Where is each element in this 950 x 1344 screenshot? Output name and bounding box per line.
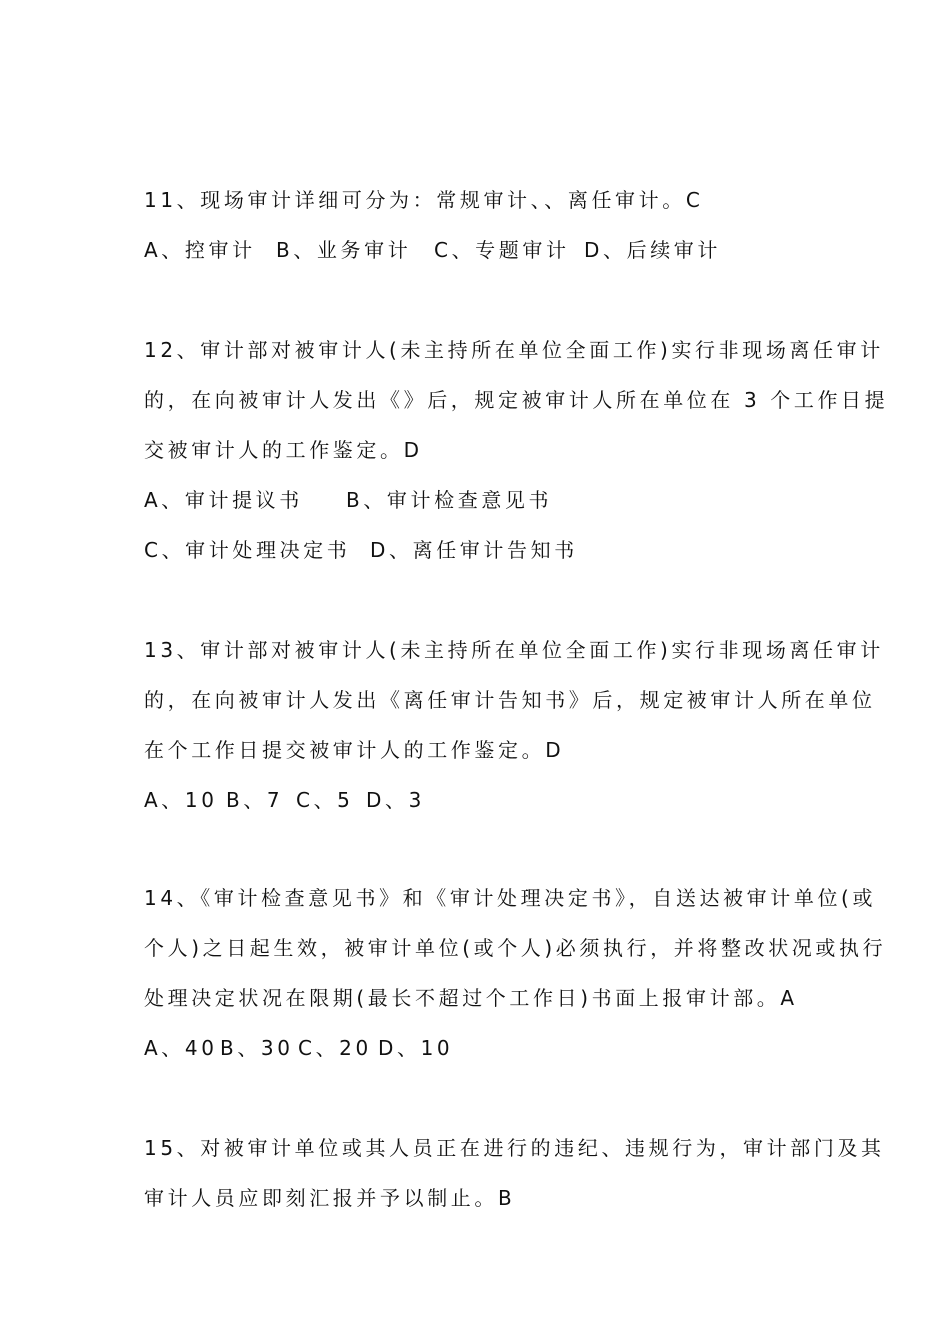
option-b: B、7 bbox=[226, 788, 284, 812]
question-15-line-1: 15、对被审计单位或其人员正在进行的违纪、违规行为，审计部门及其 bbox=[144, 1136, 885, 1160]
question-14-line-3: 处理决定状况在限期(最长不超过个工作日)书面上报审计部。A bbox=[144, 986, 798, 1010]
option-d: D、后续审计 bbox=[584, 238, 722, 262]
option-c: C、5 bbox=[296, 788, 354, 812]
question-12-line-2: 的，在向被审计人发出《》后，规定被审计人所在单位在 3 个工作日提 bbox=[144, 388, 889, 412]
option-d: D、10 bbox=[378, 1036, 454, 1060]
question-12-line-3: 交被审计人的工作鉴定。D bbox=[144, 438, 423, 462]
option-c: C、20 bbox=[298, 1036, 372, 1060]
question-12-line-1: 12、审计部对被审计人(未主持所在单位全面工作)实行非现场离任审计 bbox=[144, 338, 884, 362]
question-15-line-2: 审计人员应即刻汇报并予以制止。B bbox=[144, 1186, 516, 1210]
option-c: C、专题审计 bbox=[434, 238, 570, 262]
question-14-line-2: 个人)之日起生效，被审计单位(或个人)必须执行，并将整改状况或执行 bbox=[144, 936, 887, 960]
question-11-line-1: 11、现场审计详细可分为：常规审计、、离任审计。C bbox=[144, 188, 704, 212]
option-a: A、审计提议书 bbox=[144, 488, 303, 512]
question-13-line-2: 的，在向被审计人发出《离任审计告知书》后，规定被审计人所在单位 bbox=[144, 688, 876, 712]
option-b: B、业务审计 bbox=[276, 238, 412, 262]
question-14-line-1: 14、《审计检查意见书》和《审计处理决定书》，自送达被审计单位(或 bbox=[144, 886, 877, 910]
question-13-line-3: 在个工作日提交被审计人的工作鉴定。D bbox=[144, 738, 565, 762]
option-d: D、离任审计告知书 bbox=[370, 538, 578, 562]
question-13-line-1: 13、审计部对被审计人(未主持所在单位全面工作)实行非现场离任审计 bbox=[144, 638, 884, 662]
option-c: C、审计处理决定书 bbox=[144, 538, 351, 562]
option-a: A、控审计 bbox=[144, 238, 256, 262]
option-b: B、30 bbox=[220, 1036, 294, 1060]
option-b: B、审计检查意见书 bbox=[346, 488, 553, 512]
option-d: D、3 bbox=[366, 788, 425, 812]
option-a: A、40 bbox=[144, 1036, 218, 1060]
option-a: A、10 bbox=[144, 788, 218, 812]
